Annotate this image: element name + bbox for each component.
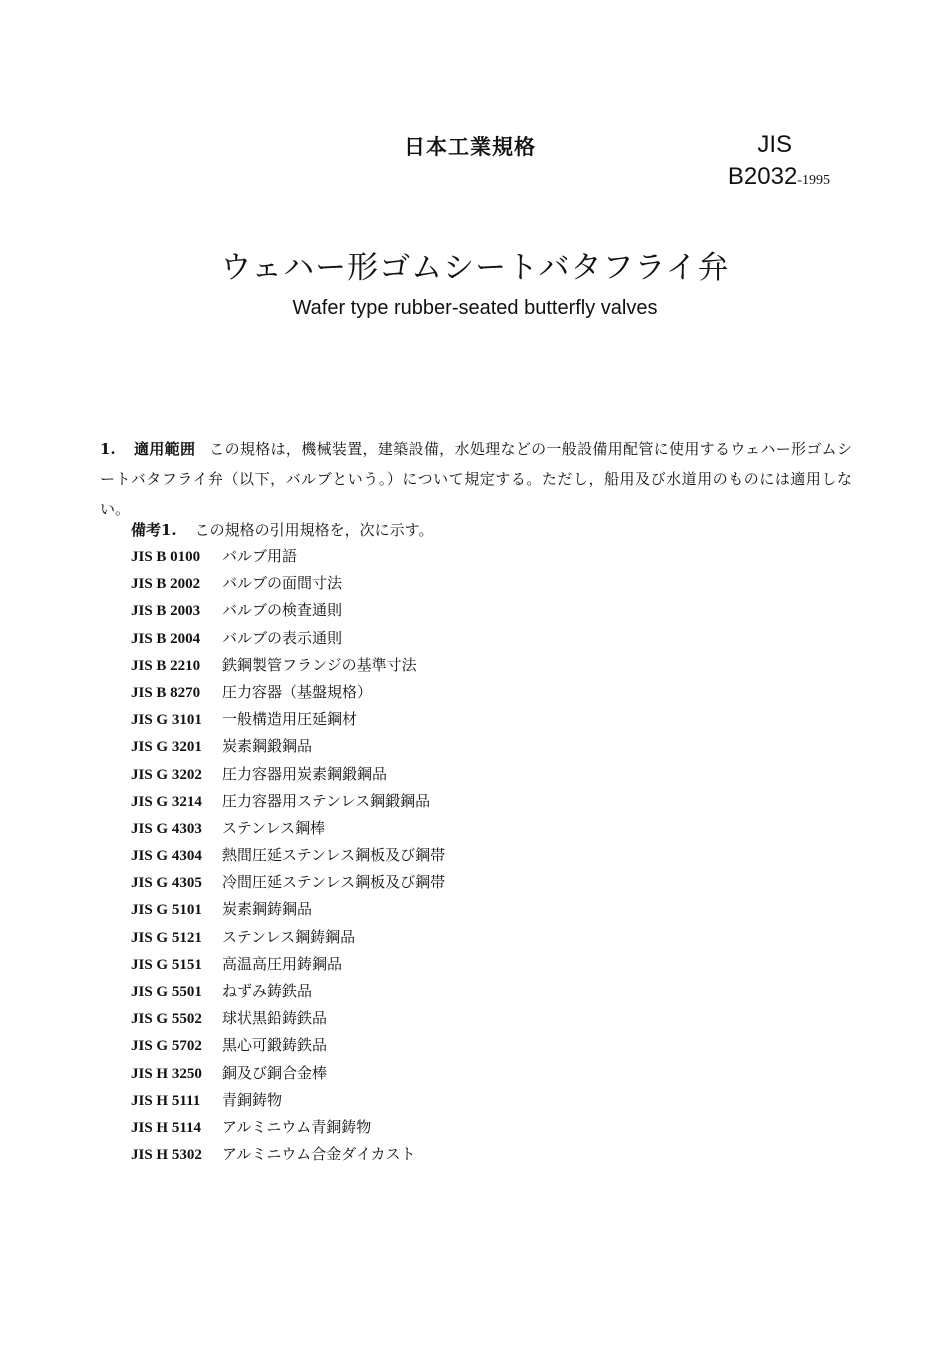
reference-item [131, 543, 445, 570]
reference-code: JIS G 5121 [131, 929, 202, 946]
reference-item [131, 924, 445, 951]
reference-code: JIS G 5101 [131, 902, 202, 919]
reference-item [131, 1087, 445, 1114]
remark-text: この規格の引用規格を，次に示す。 [194, 521, 434, 539]
reference-title: 冷間圧延ステンレス鋼板及び鋼帯 [222, 873, 446, 892]
reference-code: JIS G 5702 [131, 1038, 202, 1055]
reference-code: JIS G 3201 [131, 739, 202, 756]
reference-item [131, 679, 445, 706]
standard-code [728, 129, 830, 197]
standard-number: B2032 [727, 163, 798, 190]
reference-code: JIS H 5114 [131, 1119, 202, 1136]
reference-item [131, 733, 445, 760]
reference-title: 黒心可鍛鋳鉄品 [222, 1036, 328, 1055]
document-title-english: Wafer type rubber-seated butterfly valves [292, 297, 658, 319]
reference-code: JIS H 3250 [131, 1065, 202, 1082]
reference-code: JIS G 3101 [131, 712, 202, 729]
reference-code: JIS H 5111 [131, 1092, 201, 1109]
reference-title: 熱間圧延ステンレス鋼板及び鋼帯 [222, 846, 446, 865]
reference-code: JIS B 2210 [131, 657, 201, 674]
reference-title: 圧力容器用ステンレス鋼鍛鋼品 [222, 791, 431, 810]
reference-item [131, 570, 445, 597]
reference-title: アルミニウム青銅鋳物 [222, 1117, 372, 1136]
reference-item [131, 815, 445, 842]
reference-code: JIS G 3214 [131, 793, 202, 810]
reference-code: JIS G 4305 [131, 875, 202, 892]
reference-item [131, 597, 445, 624]
section-text: この規格は，機械装置，建築設備，水処理などの一般設備用配管に使用するウェハー形ゴムシートバタフライ弁（以下，バルブという。）について規定する。ただし，船用及び水道用のものには適用しない。 [100, 440, 852, 518]
section-number: 1. [100, 440, 116, 458]
reference-list [131, 543, 445, 1168]
document-title-japanese: ウェハー形ゴムシートバタフライ弁 [220, 250, 730, 286]
reference-title: 圧力容器（基盤規格） [222, 682, 373, 701]
standard-name: 日本工業規格 [404, 135, 536, 159]
jis-label: JIS [757, 131, 792, 158]
standard-year: -1995 [797, 173, 830, 188]
reference-title: 鉄鋼製管フランジの基準寸法 [222, 655, 417, 674]
reference-item [131, 788, 445, 815]
reference-item [131, 1005, 445, 1032]
reference-code: JIS B 8270 [131, 684, 201, 701]
reference-item [131, 1060, 445, 1087]
reference-item [131, 896, 445, 923]
reference-code: JIS B 2004 [131, 630, 201, 647]
reference-item [131, 978, 445, 1005]
reference-title: 一般構造用圧延鋼材 [222, 710, 358, 729]
reference-title: 高温高圧用鋳鋼品 [222, 954, 343, 973]
reference-code: JIS B 2002 [131, 576, 201, 593]
reference-title: バルブの表示通則 [222, 628, 343, 647]
reference-code: JIS G 5501 [131, 984, 202, 1000]
reference-title: バルブ用語 [222, 547, 298, 565]
reference-item [131, 761, 445, 788]
reference-item [131, 625, 445, 652]
section-1-scope [100, 434, 852, 524]
reference-code: JIS G 4303 [131, 820, 202, 837]
reference-title: 圧力容器用炭素鋼鍛鋼品 [222, 764, 388, 783]
reference-title: ステンレス鋼棒 [222, 818, 326, 837]
reference-title: アルミニウム合金ダイカスト [222, 1145, 416, 1164]
reference-title: 炭素鋼鍛鋼品 [222, 737, 313, 756]
reference-code: JIS G 4304 [131, 848, 202, 865]
reference-item [131, 706, 445, 733]
reference-title: 炭素鋼鋳鋼品 [222, 900, 313, 919]
reference-title: 銅及び銅合金棒 [222, 1063, 328, 1082]
reference-item [131, 1114, 445, 1141]
reference-title: バルブの面間寸法 [222, 574, 343, 593]
reference-code: JIS G 5151 [131, 956, 202, 973]
remark-label: 備考1. [131, 521, 177, 539]
reference-title: ねずみ鋳鉄品 [222, 982, 313, 1000]
reference-code: JIS B 0100 [131, 549, 201, 565]
reference-code: JIS G 3202 [131, 766, 202, 783]
reference-code: JIS H 5302 [131, 1147, 202, 1164]
reference-item [131, 1141, 445, 1168]
reference-title: 球状黒鉛鋳鉄品 [222, 1009, 328, 1028]
section-heading: 適用範囲 [133, 440, 196, 458]
reference-code: JIS G 5502 [131, 1011, 202, 1028]
reference-item [131, 1032, 445, 1059]
reference-item [131, 869, 445, 896]
reference-item [131, 842, 445, 869]
reference-title: 青銅鋳物 [222, 1090, 283, 1109]
reference-code: JIS B 2003 [131, 603, 201, 620]
reference-item [131, 951, 445, 978]
reference-title: バルブの検査通則 [222, 601, 343, 620]
reference-title: ステンレス鋼鋳鋼品 [222, 927, 356, 946]
reference-item [131, 652, 445, 679]
remark [131, 515, 433, 545]
